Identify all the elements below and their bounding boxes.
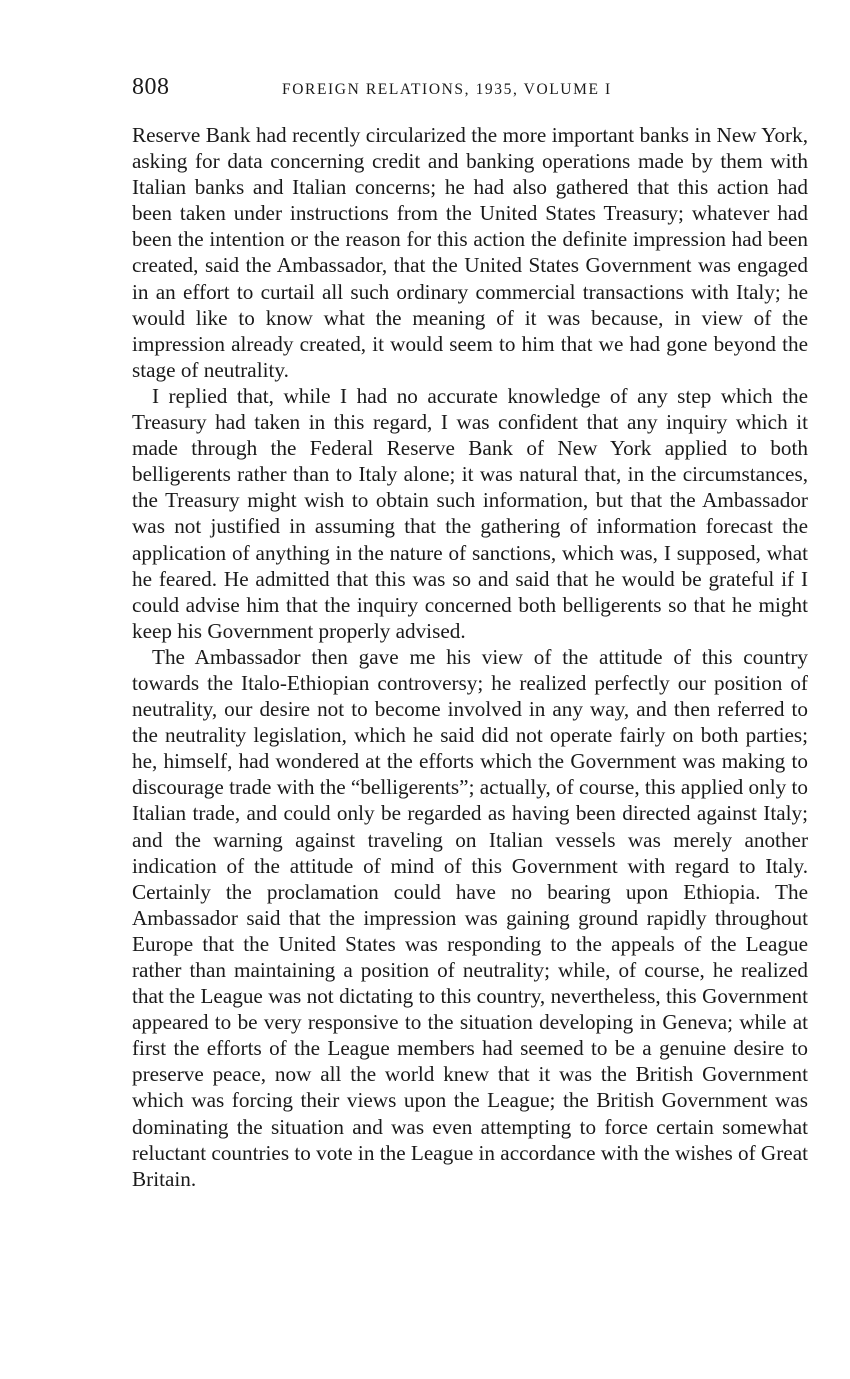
- paragraph-continuation: Reserve Bank had recently circularized the more important banks in New York, asking for data concerning credit and banking operations made by them with Italian banks and Italian concerns; he had also gathered that this action had been taken under instructions from the United States Treasury; whatever had been the intention or the reason for this action the definite impression had been created, said the Ambassador, that the United States Government was engaged in an effort to curtail all such ordinary commercial transactions with Italy; he would like to know what the meaning of it was because, in view of the impression already created, it would seem to him that we had gone beyond the stage of neutrality.: [132, 123, 808, 382]
- document-page: [132, 74, 808, 1192]
- paragraph-ambassador-view: The Ambassador then gave me his view of the attitude of this country towards the Italo-Ethiopian controversy; he realized perfectly our position of neutrality, our desire not to become involved in any way, and then referred to the neutrality legislation, which he said did not operate fairly on both parties; he, himself, had wondered at the efforts which the Government was making to discourage trade with the “belligerents”; actually, of course, this applied only to Italian trade, and could only be regarded as having been directed against Italy; and the warning against traveling on Italian vessels was merely another indication of the attitude of mind of this Government with regard to Italy. Certainly the proclamation could have no bearing upon Ethiopia. The Ambassador said that the impression was gaining ground rapidly throughout Europe that the United States was responding to the appeals of the League rather than maintaining a position of neutrality; while, of course, he realized that the League was not dictating to this country, nevertheless, this Government appeared to be very responsive to the situation developing in Geneva; while at first the efforts of the League members had seemed to be a genuine desire to preserve peace, now all the world knew that it was the British Government which was forcing their views upon the League; the British Government was dominating the situation and was even attempting to force certain somewhat reluctant countries to vote in the League in accordance with the wishes of Great Britain.: [132, 644, 808, 1191]
- running-head: FOREIGN RELATIONS, 1935, VOLUME I: [282, 81, 612, 98]
- page-header: [132, 74, 808, 104]
- paragraph-reply: I replied that, while I had no accurate knowledge of any step which the Treasury had taken in this regard, I was confident that any inquiry which it made through the Federal Reserve Bank of New York applied to both belligerents rather than to Italy alone; it was natural that, in the circumstances, the Treasury might wish to obtain such information, but that the Ambassador was not justified in assuming that the gathering of information forecast the application of anything in the nature of sanctions, which was, I supposed, what he feared. He admitted that this was so and said that he would be grateful if I could advise him that the inquiry concerned both belligerents so that he might keep his Government properly advised.: [132, 383, 808, 643]
- page-number: 808: [132, 74, 170, 100]
